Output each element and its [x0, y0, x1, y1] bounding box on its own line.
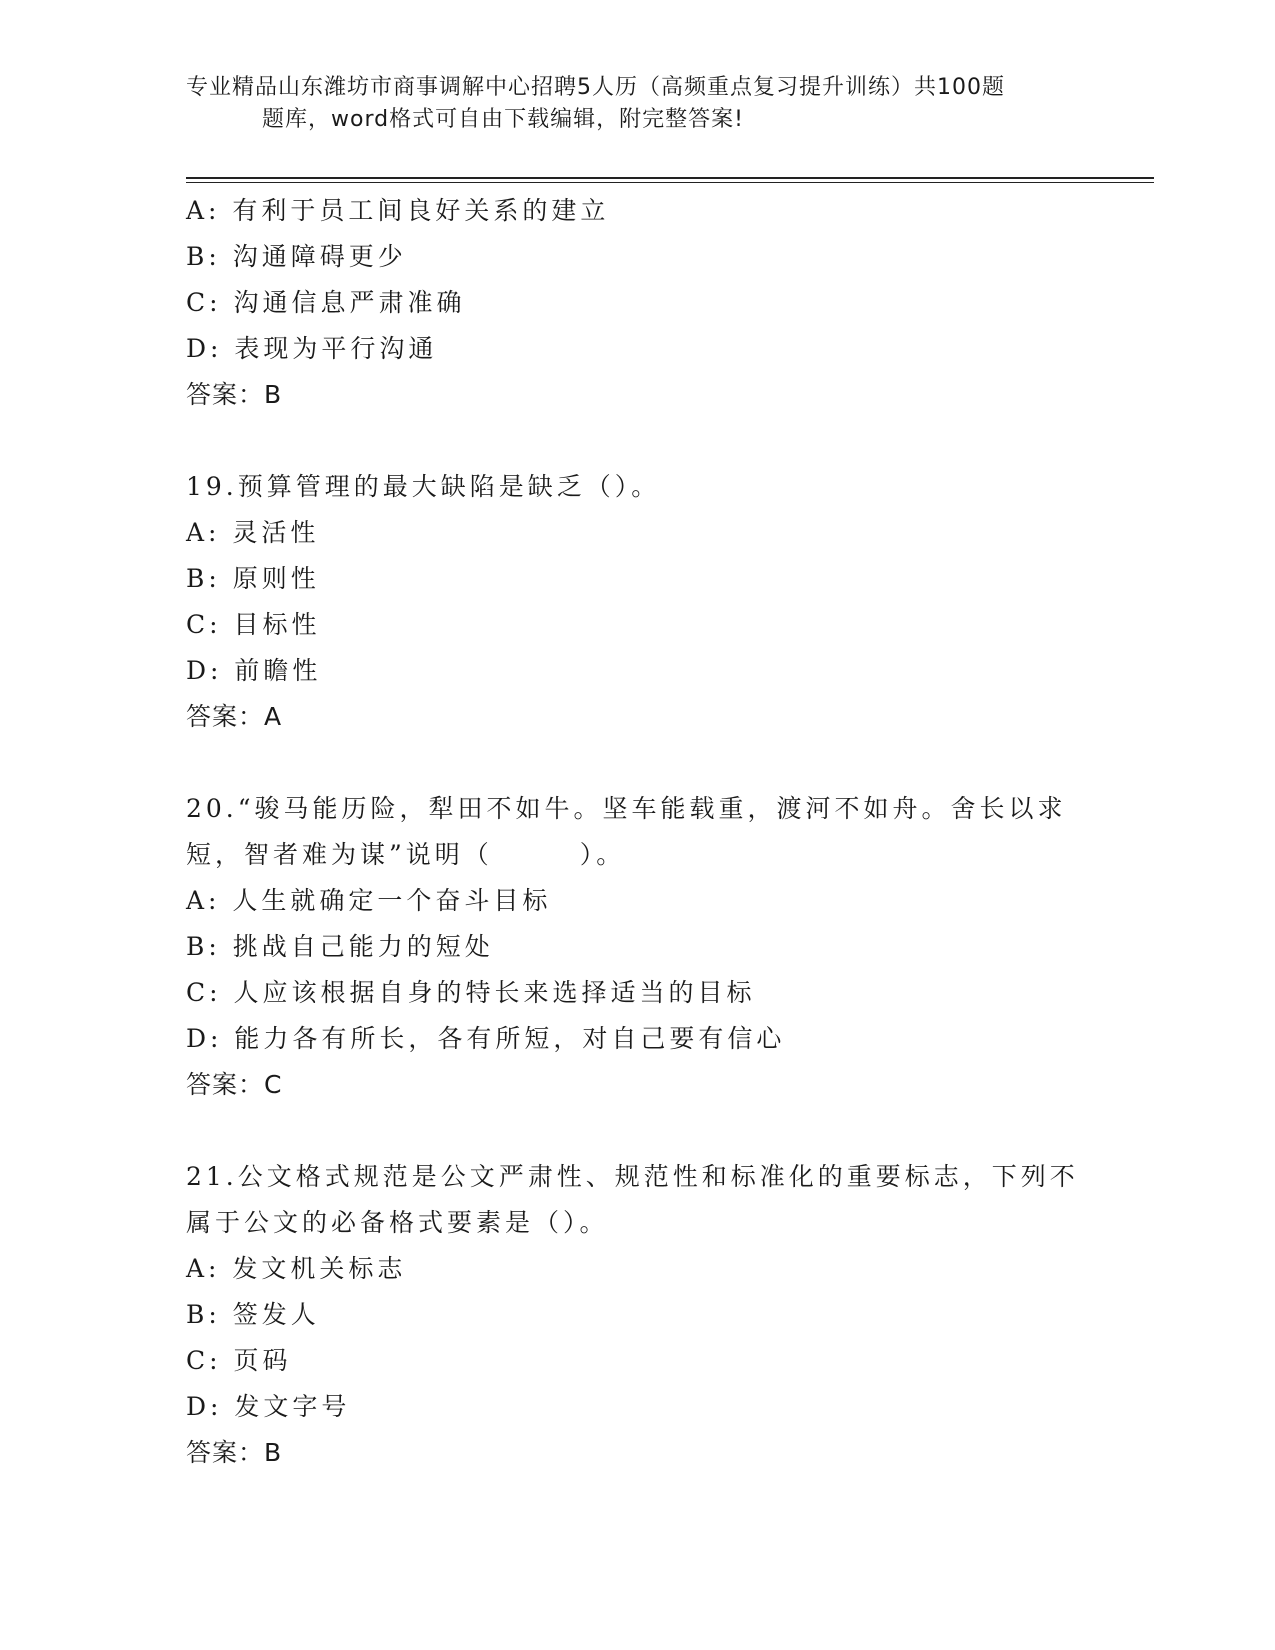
question-text-line-1: 21.公文格式规范是公文严肃性、规范性和标准化的重要标志，下列不: [186, 1162, 1079, 1191]
option-b: B: 签发人: [186, 1300, 320, 1329]
option-d: D: 发文字号: [186, 1392, 351, 1421]
question-18-partial: [186, 188, 1086, 418]
answer-line: 答案：B: [186, 380, 283, 409]
option-b: B: 沟通障碍更少: [186, 242, 407, 271]
option-b: B: 挑战自己能力的短处: [186, 932, 494, 961]
header-title-line-2: 题库，word格式可自由下载编辑，附完整答案!: [262, 107, 744, 132]
document-body: [186, 188, 1086, 1476]
option-d: D: 前瞻性: [186, 656, 322, 685]
question-19: [186, 464, 1086, 740]
option-d: D: 表现为平行沟通: [186, 334, 438, 363]
answer-line: 答案：A: [186, 702, 283, 731]
question-21: [186, 1154, 1086, 1476]
spacer: [186, 1108, 1086, 1154]
spacer: [186, 740, 1086, 786]
option-c: C: 沟通信息严肃准确: [186, 288, 466, 317]
spacer: [186, 418, 1086, 464]
option-c: C: 目标性: [186, 610, 321, 639]
option-c: C: 页码: [186, 1346, 292, 1375]
question-text-line-2: 属于公文的必备格式要素是（）。: [186, 1208, 609, 1237]
header-title-line-1: 专业精品山东潍坊市商事调解中心招聘5人历（高频重点复习提升训练）共100题: [186, 75, 1005, 100]
question-text-line-1: 20.“骏马能历险，犁田不如牛。坚车能载重，渡河不如舟。舍长以求: [186, 794, 1067, 823]
option-c: C: 人应该根据自身的特长来选择适当的目标: [186, 978, 756, 1007]
option-a: A: 灵活性: [186, 518, 320, 547]
answer-line: 答案：C: [186, 1070, 283, 1099]
header-divider-thin: [186, 182, 1154, 183]
question-text: 19.预算管理的最大缺陷是缺乏（）。: [186, 472, 661, 501]
option-a: A: 有利于员工间良好关系的建立: [186, 196, 610, 225]
option-a: A: 人生就确定一个奋斗目标: [186, 886, 552, 915]
option-d: D: 能力各有所长，各有所短，对自己要有信心: [186, 1024, 786, 1053]
question-text-line-2: 短，智者难为谋”说明（ ）。: [186, 840, 626, 869]
option-a: A: 发文机关标志: [186, 1254, 407, 1283]
option-b: B: 原则性: [186, 564, 320, 593]
answer-line: 答案：B: [186, 1438, 283, 1467]
document-header: [186, 72, 1086, 136]
header-divider-thick: [186, 177, 1154, 179]
question-20: [186, 786, 1086, 1108]
